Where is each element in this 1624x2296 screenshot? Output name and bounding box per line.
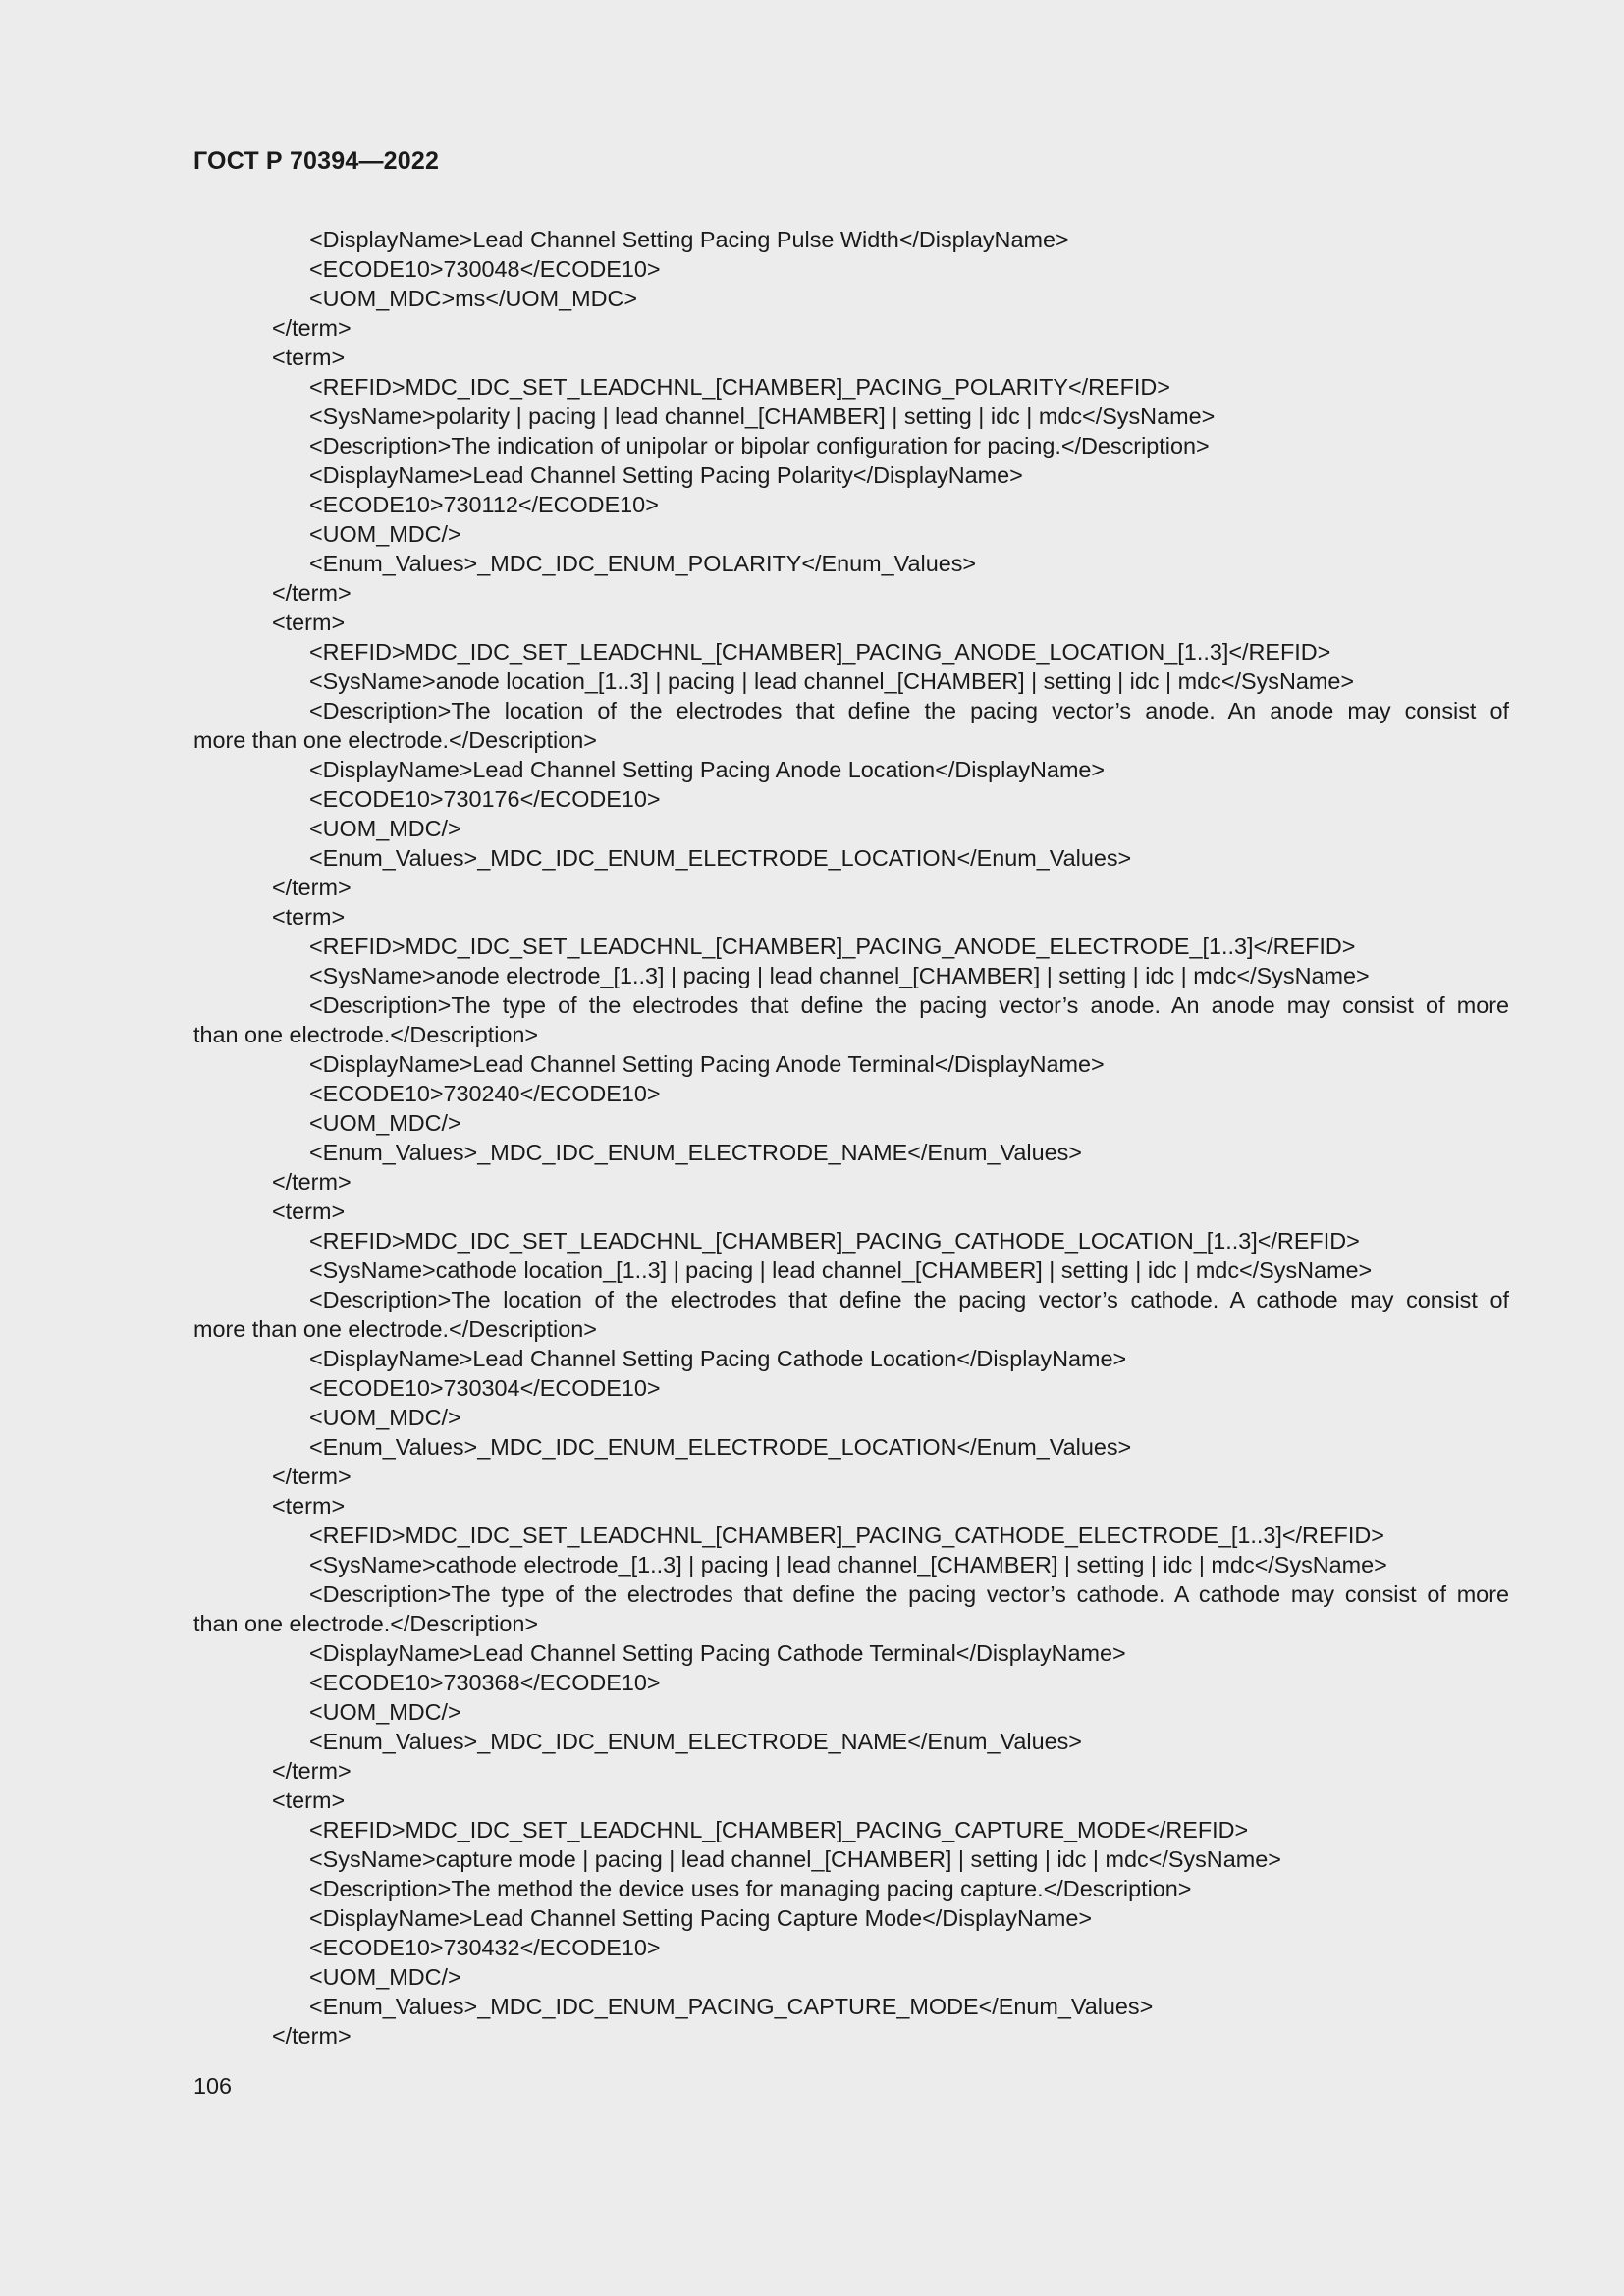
listing-line: <UOM_MDC/> <box>309 1964 461 1990</box>
listing-line: </term> <box>272 1464 352 1489</box>
listing-line: <ECODE10>730368</ECODE10> <box>309 1670 661 1695</box>
listing-line: <Enum_Values>_MDC_IDC_ENUM_ELECTRODE_NAME</Enum_Values> <box>309 1729 1082 1754</box>
listing-line: <SysName>capture mode | pacing | lead channel_[CHAMBER] | setting | idc | mdc</SysName> <box>309 1846 1281 1872</box>
listing-line: <UOM_MDC/> <box>309 521 461 547</box>
listing-line-continuation: than one electrode.</Description> <box>193 1611 539 1636</box>
listing-line-continuation: than one electrode.</Description> <box>193 1022 539 1047</box>
listing-line: <term> <box>272 610 346 635</box>
listing-line-continuation: more than one electrode.</Description> <box>193 727 597 753</box>
listing-line: <ECODE10>730432</ECODE10> <box>309 1935 661 1960</box>
listing-line: </term> <box>272 580 352 606</box>
listing-line: <term> <box>272 904 346 930</box>
listing-line: <ECODE10>730304</ECODE10> <box>309 1375 661 1401</box>
page-number: 106 <box>193 2073 233 2099</box>
listing-line: <DisplayName>Lead Channel Setting Pacing Polarity</DisplayName> <box>309 462 1023 488</box>
listing-line-wrapped: <Description>The type of the electrodes that define the pacing vector’s cathode. A cathode may consist of more <box>309 1581 1509 1607</box>
listing-line: <UOM_MDC/> <box>309 1110 461 1136</box>
listing-line: <Enum_Values>_MDC_IDC_ENUM_ELECTRODE_NAME</Enum_Values> <box>309 1140 1082 1165</box>
listing-line: <DisplayName>Lead Channel Setting Pacing Capture Mode</DisplayName> <box>309 1905 1093 1931</box>
listing-line: <SysName>cathode electrode_[1..3] | pacing | lead channel_[CHAMBER] | setting | idc | mdc</SysName> <box>309 1552 1387 1577</box>
listing-line: <term> <box>272 1199 346 1224</box>
listing-line: </term> <box>272 315 352 341</box>
listing-line: </term> <box>272 2023 352 2049</box>
listing-line: <Enum_Values>_MDC_IDC_ENUM_POLARITY</Enum_Values> <box>309 551 977 576</box>
listing-line: <term> <box>272 345 346 370</box>
listing-line: <UOM_MDC/> <box>309 816 461 841</box>
listing-line: <REFID>MDC_IDC_SET_LEADCHNL_[CHAMBER]_PACING_CATHODE_LOCATION_[1..3]</REFID> <box>309 1228 1360 1254</box>
listing-line: <Enum_Values>_MDC_IDC_ENUM_ELECTRODE_LOCATION</Enum_Values> <box>309 1434 1132 1460</box>
listing-line: <term> <box>272 1788 346 1813</box>
listing-line: <UOM_MDC>ms</UOM_MDC> <box>309 286 638 311</box>
listing-line: <REFID>MDC_IDC_SET_LEADCHNL_[CHAMBER]_PACING_ANODE_ELECTRODE_[1..3]</REFID> <box>309 934 1356 959</box>
listing-line: <DisplayName>Lead Channel Setting Pacing Pulse Width</DisplayName> <box>309 227 1069 252</box>
listing-line: <Enum_Values>_MDC_IDC_ENUM_ELECTRODE_LOCATION</Enum_Values> <box>309 845 1132 871</box>
listing-line: <DisplayName>Lead Channel Setting Pacing Anode Terminal</DisplayName> <box>309 1051 1105 1077</box>
listing-line: </term> <box>272 1169 352 1195</box>
listing-line: <DisplayName>Lead Channel Setting Pacing Cathode Terminal</DisplayName> <box>309 1640 1126 1666</box>
listing-line: <ECODE10>730176</ECODE10> <box>309 786 661 812</box>
listing-line-continuation: more than one electrode.</Description> <box>193 1316 597 1342</box>
listing-line: <SysName>anode location_[1..3] | pacing | lead channel_[CHAMBER] | setting | idc | mdc</SysName> <box>309 668 1355 694</box>
listing-line: <UOM_MDC/> <box>309 1405 461 1430</box>
listing-line: <ECODE10>730048</ECODE10> <box>309 256 661 282</box>
listing-line: <REFID>MDC_IDC_SET_LEADCHNL_[CHAMBER]_PACING_ANODE_LOCATION_[1..3]</REFID> <box>309 639 1331 665</box>
listing-line: <SysName>anode electrode_[1..3] | pacing | lead channel_[CHAMBER] | setting | idc | mdc</SysName> <box>309 963 1370 988</box>
listing-line: </term> <box>272 1758 352 1784</box>
listing-line: </term> <box>272 875 352 900</box>
listing-line: <DisplayName>Lead Channel Setting Pacing Cathode Location</DisplayName> <box>309 1346 1127 1371</box>
listing-line: <ECODE10>730112</ECODE10> <box>309 492 659 517</box>
listing-line: <Description>The method the device uses for managing pacing capture.</Description> <box>309 1876 1192 1901</box>
listing-line: <SysName>cathode location_[1..3] | pacing | lead channel_[CHAMBER] | setting | idc | mdc</SysName> <box>309 1257 1373 1283</box>
listing-line: <SysName>polarity | pacing | lead channel_[CHAMBER] | setting | idc | mdc</SysName> <box>309 403 1216 429</box>
listing-line: <DisplayName>Lead Channel Setting Pacing Anode Location</DisplayName> <box>309 757 1106 782</box>
listing-line-wrapped: <Description>The type of the electrodes that define the pacing vector’s anode. An anode may consist of more <box>309 992 1509 1018</box>
listing-line: <Enum_Values>_MDC_IDC_ENUM_PACING_CAPTURE_MODE</Enum_Values> <box>309 1994 1154 2019</box>
listing-line: <REFID>MDC_IDC_SET_LEADCHNL_[CHAMBER]_PACING_POLARITY</REFID> <box>309 374 1170 400</box>
listing-line: <REFID>MDC_IDC_SET_LEADCHNL_[CHAMBER]_PACING_CATHODE_ELECTRODE_[1..3]</REFID> <box>309 1522 1384 1548</box>
listing-line: <REFID>MDC_IDC_SET_LEADCHNL_[CHAMBER]_PACING_CAPTURE_MODE</REFID> <box>309 1817 1249 1842</box>
document-header: ГОСТ Р 70394—2022 <box>193 147 440 175</box>
listing-line: <ECODE10>730240</ECODE10> <box>309 1081 661 1106</box>
listing-line-wrapped: <Description>The location of the electrodes that define the pacing vector’s anode. An anode may consist of <box>309 698 1509 723</box>
listing-line: <Description>The indication of unipolar or bipolar configuration for pacing.</Description> <box>309 433 1210 458</box>
listing-line-wrapped: <Description>The location of the electrodes that define the pacing vector’s cathode. A cathode may consist of <box>309 1287 1509 1312</box>
xml-listing <box>193 225 1509 2051</box>
listing-line: <term> <box>272 1493 346 1519</box>
listing-line: <UOM_MDC/> <box>309 1699 461 1725</box>
